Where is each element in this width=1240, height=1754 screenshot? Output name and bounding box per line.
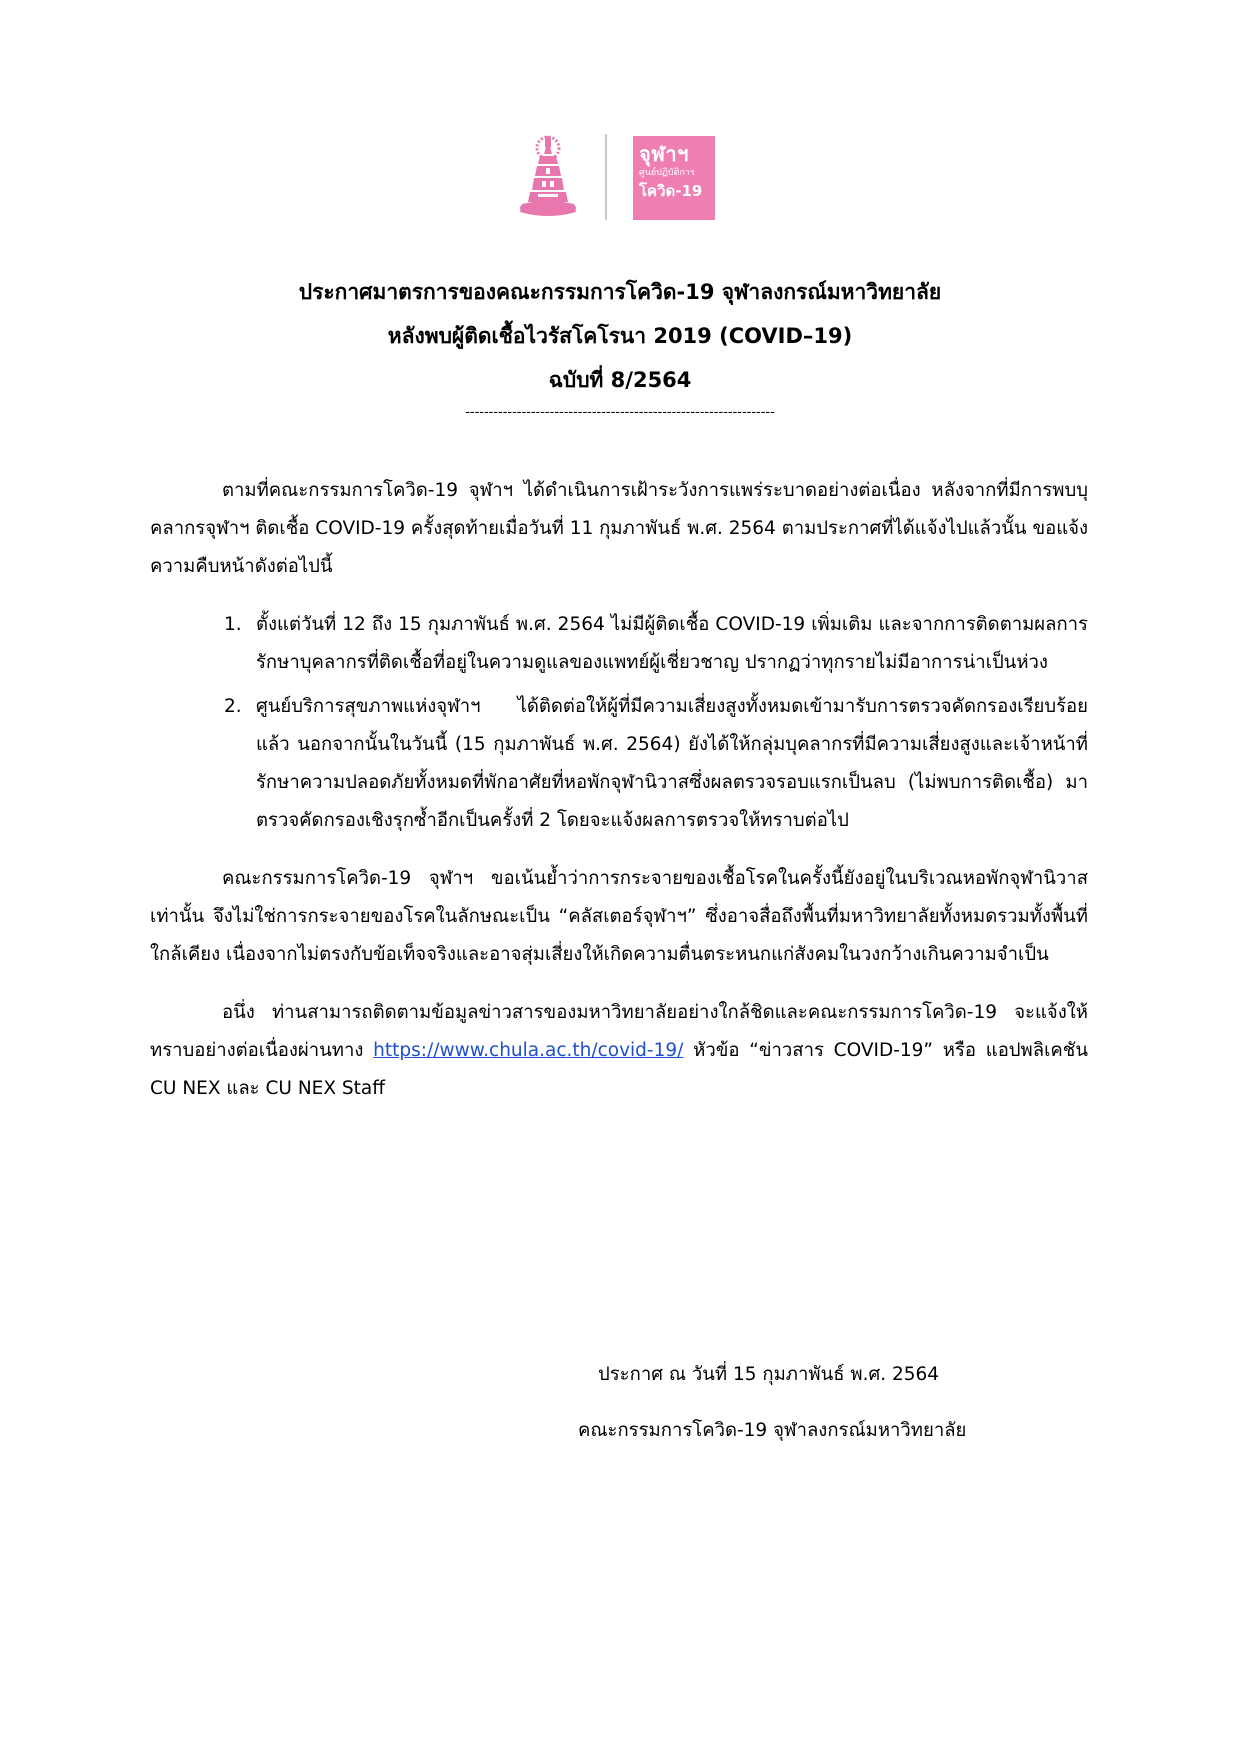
title-separator: ------------------------------------------------------------------	[465, 405, 775, 420]
list-item-number: 2.	[224, 696, 242, 717]
announcement-body	[150, 472, 1088, 1128]
announcement-title	[0, 270, 1240, 424]
follow-text-start: อนึ่ง ท่านสามารถติดตามข้อมูลข่าวสารของมหาวิทยาลัยอย่างใกล้ชิดและคณะกรรมการโควิด-19 จะแจ้งให้ทราบอย่างต่อเนื่องผ่านทาง	[150, 1002, 1088, 1061]
title-line-2: หลังพบผู้ติดเชื้อไวรัสโคโรนา 2019 (COVID–19)	[387, 324, 853, 348]
chula-seal-icon	[518, 134, 578, 220]
badge-label: โควิด-19	[639, 182, 703, 200]
progress-list	[150, 606, 1088, 840]
covid-info-link[interactable]: https://www.chula.ac.th/covid-19/	[373, 1040, 684, 1061]
header-logos	[0, 128, 1240, 228]
list-item	[150, 688, 1088, 840]
title-line-3: ฉบับที่ 8/2564	[548, 368, 692, 392]
follow-paragraph	[150, 994, 1088, 1108]
announcement-date: ประกาศ ณ วันที่ 15 กุมภาพันธ์ พ.ศ. 2564	[598, 1364, 940, 1385]
covid-center-badge	[633, 136, 715, 220]
badge-title: จุฬาฯ	[639, 142, 689, 166]
title-line-1: ประกาศมาตรการของคณะกรรมการโควิด-19 จุฬาลงกรณ์มหาวิทยาลัย	[298, 280, 942, 304]
follow-text-end: หัวข้อ “ข่าวสาร COVID-19” หรือ แอปพลิเคชัน CU NEX และ CU NEX Staff	[150, 1040, 1088, 1099]
badge-subtitle: ศูนย์ปฏิบัติการ	[639, 168, 695, 178]
list-item	[150, 606, 1088, 682]
intro-paragraph: ตามที่คณะกรรมการโควิด-19 จุฬาฯ ได้ดำเนินการเฝ้าระวังการแพร่ระบาดอย่างต่อเนื่อง หลังจากที่มีการพบบุคลากรจุฬาฯ ติดเชื้อ COVID-19 ครั้งสุดท้ายเมื่อวันที่ 11 กุมภาพันธ์ พ.ศ. 2564 ตามประกาศที่ได้แจ้งไปแล้วนั้น ขอแจ้งความคืบหน้าดังต่อไปนี้	[150, 480, 1088, 577]
list-item-number: 1.	[224, 614, 242, 635]
list-item-text: ตั้งแต่วันที่ 12 ถึง 15 กุมภาพันธ์ พ.ศ. 2564 ไม่มีผู้ติดเชื้อ COVID-19 เพิ่มเติม และจากการติดตามผลการรักษาบุคลากรที่ติดเชื้อที่อยู่ในความดูแลของแพทย์ผู้เชี่ยวชาญ ปรากฏว่าทุกรายไม่มีอาการน่าเป็นห่วง	[256, 614, 1088, 673]
logo-divider	[605, 134, 607, 220]
list-item-text: ศูนย์บริการสุขภาพแห่งจุฬาฯ ได้ติดต่อให้ผู้ที่มีความเสี่ยงสูงทั้งหมดเข้ามารับการตรวจคัดกรองเรียบร้อยแล้ว นอกจากนั้นในวันนี้ (15 กุมภาพันธ์ พ.ศ. 2564) ยังได้ให้กลุ่มบุคลากรที่มีความเสี่ยงสูงและเจ้าหน้าที่รักษาความปลอดภัยทั้งหมดที่พักอาศัยที่หอพักจุฬานิวาสซึ่งผลตรวจรอบแรกเป็นลบ (ไม่พบการติดเชื้อ) มาตรวจคัดกรองเชิงรุกซ้ำอีกเป็นครั้งที่ 2 โดยจะแจ้งผลการตรวจให้ทราบต่อไป	[256, 696, 1088, 831]
cluster-paragraph: คณะกรรมการโควิด-19 จุฬาฯ ขอเน้นย้ำว่าการกระจายของเชื้อโรคในครั้งนี้ยังอยู่ในบริเวณหอพักจุฬานิวาสเท่านั้น จึงไม่ใช่การกระจายของโรคในลักษณะเป็น “คลัสเตอร์จุฬาฯ” ซึ่งอาจสื่อถึงพื้นที่มหาวิทยาลัยทั้งหมดรวมทั้งพื้นที่ใกล้เคียง เนื่องจากไม่ตรงกับข้อเท็จจริงและอาจสุ่มเสี่ยงให้เกิดความตื่นตระหนกแก่สังคมในวงกว้างเกินความจำเป็น	[150, 868, 1088, 965]
issuing-committee: คณะกรรมการโควิด-19 จุฬาลงกรณ์มหาวิทยาลัย	[578, 1420, 967, 1441]
